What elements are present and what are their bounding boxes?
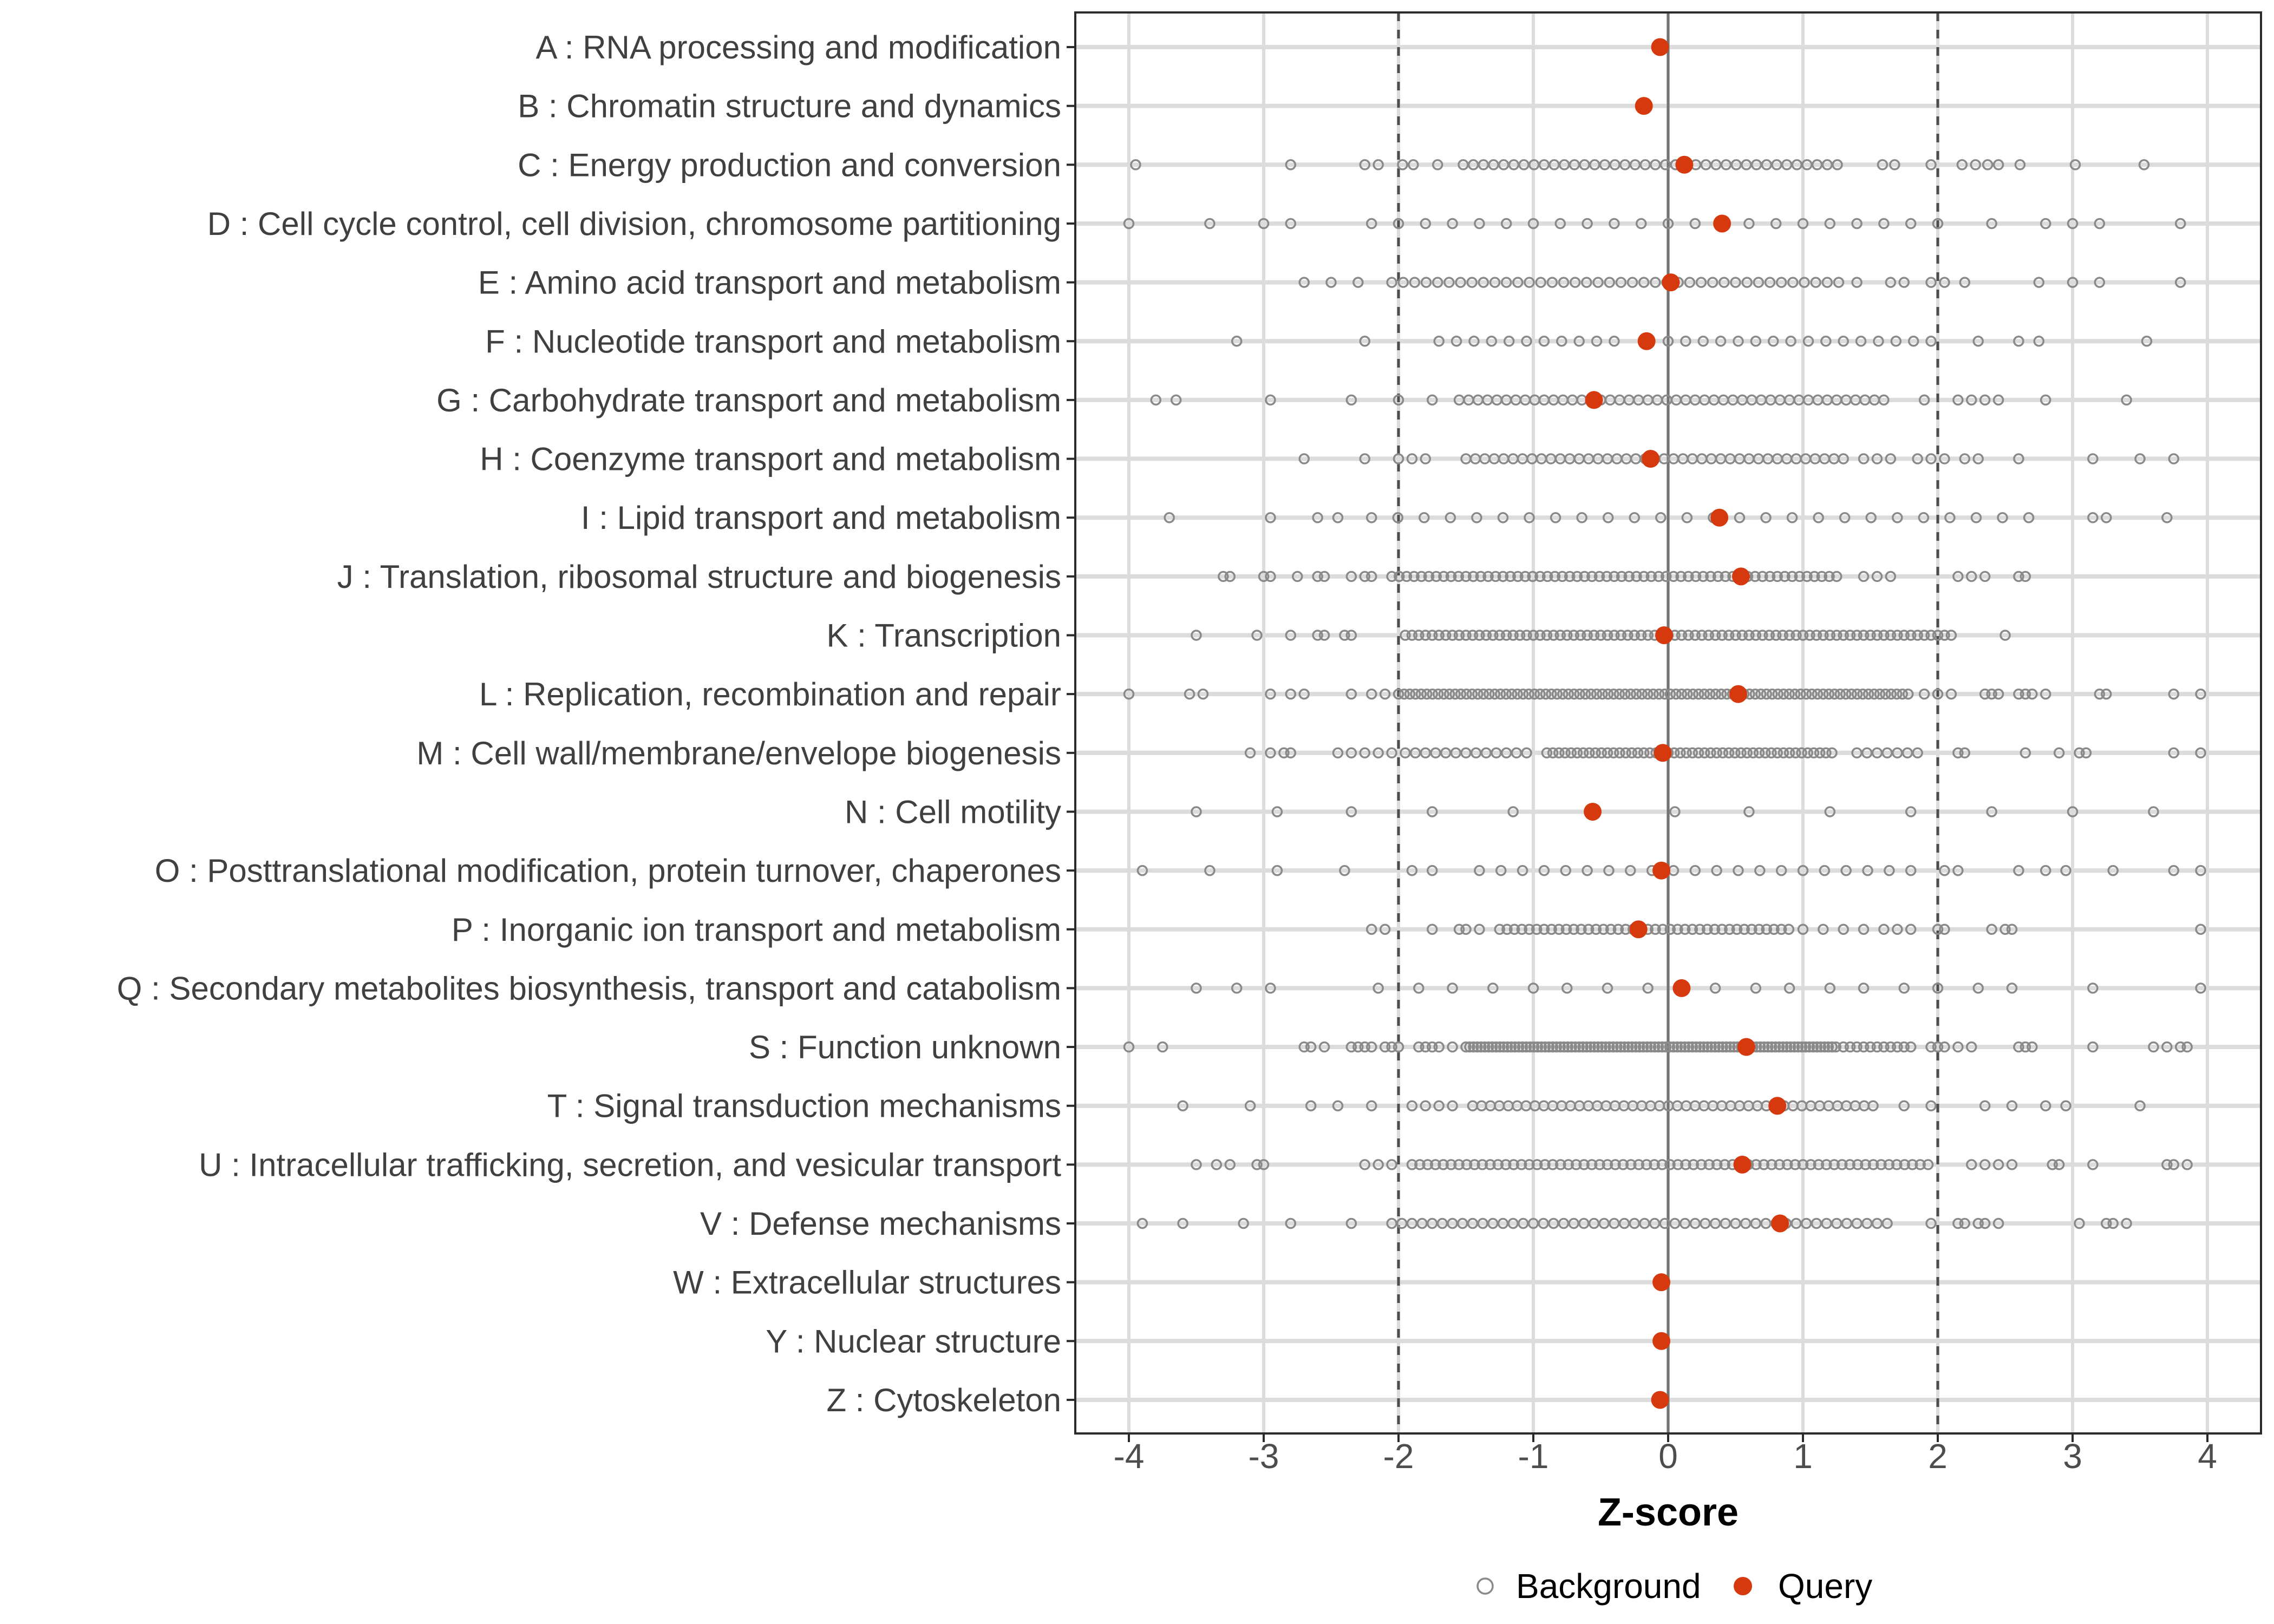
query-point	[1638, 332, 1656, 350]
category-label: O : Posttranslational modification, protein turnover, chaperones	[154, 853, 1061, 889]
query-point	[1630, 920, 1648, 938]
category-label: G : Carbohydrate transport and metabolism	[436, 382, 1061, 418]
category-label: E : Amino acid transport and metabolism	[478, 264, 1061, 301]
query-point	[1652, 1273, 1670, 1291]
query-point	[1652, 862, 1670, 880]
category-label: N : Cell motility	[844, 794, 1061, 830]
x-tick-label: -2	[1383, 1437, 1414, 1476]
query-point	[1710, 509, 1728, 527]
x-tick-label: 4	[2198, 1437, 2217, 1476]
category-label: Q : Secondary metabolites biosynthesis, transport and catabolism	[116, 970, 1061, 1007]
query-point	[1655, 626, 1673, 644]
plot-panel	[117, 12, 2261, 1476]
category-label: M : Cell wall/membrane/envelope biogenesis	[416, 735, 1061, 771]
x-tick-label: 1	[1793, 1437, 1813, 1476]
category-label: Z : Cytoskeleton	[826, 1381, 1061, 1418]
category-label: K : Transcription	[826, 617, 1061, 654]
x-tick-label: 0	[1658, 1437, 1678, 1476]
query-point	[1662, 273, 1680, 291]
x-axis-title: Z-score	[1597, 1491, 1739, 1534]
background-legend-label: Background	[1516, 1567, 1701, 1606]
category-label: W : Extracellular structures	[673, 1264, 1061, 1301]
query-point	[1713, 214, 1731, 232]
query-point	[1771, 1215, 1789, 1233]
category-label: C : Energy production and conversion	[518, 147, 1061, 184]
row-points	[1652, 1332, 1670, 1350]
x-tick-label: 2	[1928, 1437, 1948, 1476]
query-point	[1675, 156, 1693, 174]
x-tick-label: 3	[2063, 1437, 2082, 1476]
x-tick-label: -4	[1113, 1437, 1145, 1476]
category-label: F : Nucleotide transport and metabolism	[485, 323, 1061, 360]
x-tick-label: -3	[1248, 1437, 1279, 1476]
category-label: D : Cell cycle control, cell division, chromosome partitioning	[207, 205, 1061, 242]
category-label: U : Intracellular trafficking, secretion, and vesicular transport	[199, 1147, 1061, 1183]
category-label: S : Function unknown	[748, 1029, 1061, 1066]
query-point	[1732, 567, 1750, 585]
query-point	[1651, 1391, 1669, 1409]
legend	[1478, 1567, 1872, 1606]
category-label: I : Lipid transport and metabolism	[580, 500, 1061, 536]
query-point	[1584, 803, 1602, 821]
query-point	[1585, 391, 1603, 409]
category-label: L : Replication, recombination and repair	[479, 676, 1061, 713]
query-point	[1733, 1156, 1751, 1174]
query-legend-marker-icon	[1734, 1577, 1752, 1595]
row-points	[1651, 38, 1669, 56]
x-tick-label: -1	[1518, 1437, 1549, 1476]
row-points	[1652, 1273, 1670, 1291]
query-legend-label: Query	[1778, 1567, 1873, 1606]
category-label: V : Defense mechanisms	[700, 1206, 1061, 1242]
query-point	[1652, 1332, 1670, 1350]
row-points	[1635, 97, 1653, 115]
query-point	[1672, 979, 1690, 997]
row-points	[1651, 1391, 1669, 1409]
query-point	[1768, 1097, 1786, 1115]
query-point	[1654, 744, 1672, 762]
query-point	[1635, 97, 1653, 115]
background-legend-marker-icon	[1478, 1579, 1493, 1594]
category-label: Y : Nuclear structure	[766, 1323, 1061, 1360]
category-label: A : RNA processing and modification	[535, 29, 1061, 66]
query-point	[1642, 450, 1659, 468]
query-point	[1737, 1038, 1755, 1056]
category-label: B : Chromatin structure and dynamics	[518, 88, 1061, 125]
category-label: J : Translation, ribosomal structure and biogenesis	[337, 558, 1061, 595]
query-point	[1651, 38, 1669, 56]
category-label: T : Signal transduction mechanisms	[547, 1088, 1061, 1124]
category-label: P : Inorganic ion transport and metabolism	[451, 911, 1061, 948]
query-point	[1729, 685, 1747, 703]
category-label: H : Coenzyme transport and metabolism	[480, 441, 1061, 477]
